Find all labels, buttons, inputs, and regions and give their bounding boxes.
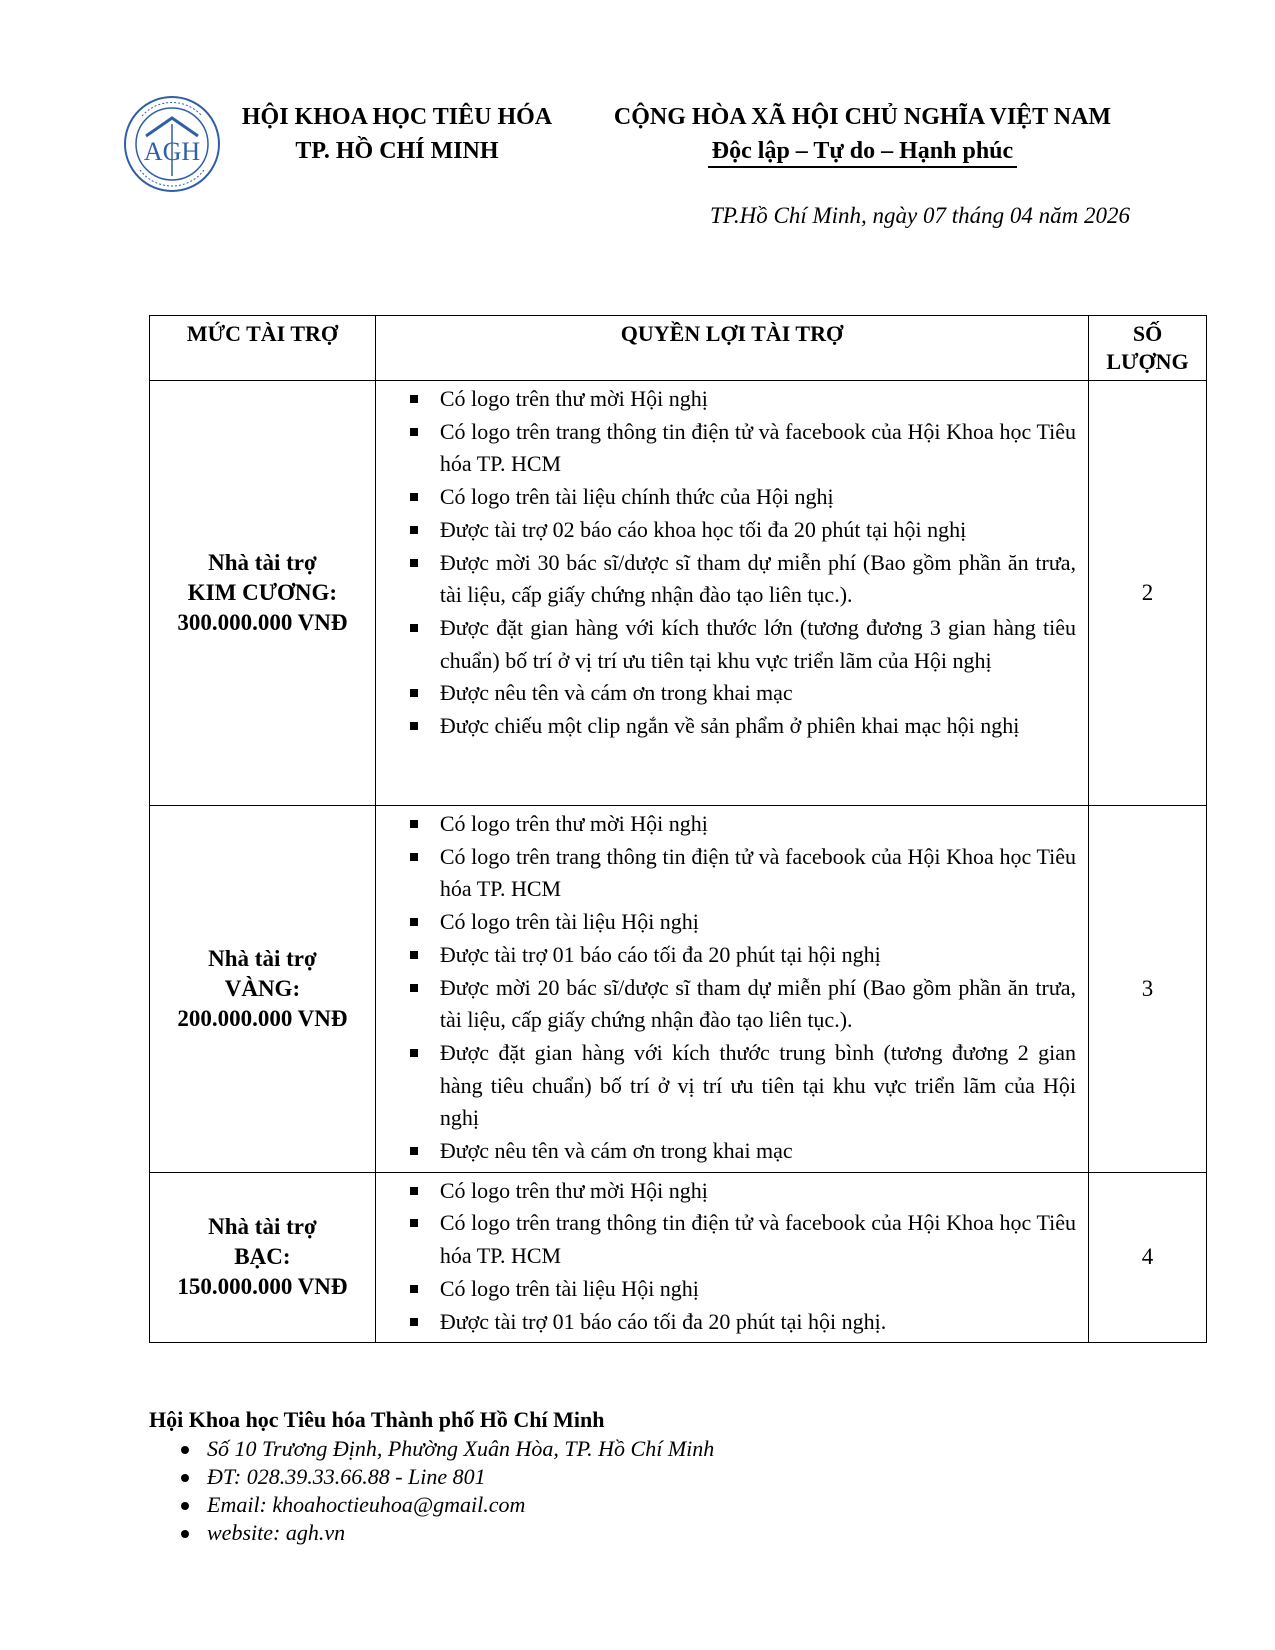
square-bullet-icon <box>410 722 418 730</box>
sponsor-benefits <box>375 381 1088 806</box>
benefit-text: Được nêu tên và cám ơn trong khai mạc <box>439 680 793 706</box>
benefit-text: Được đặt gian hàng với kích thước lớn (tương đương 3 gian hàng tiêu chuẩn) bố trí ở vị trí ưu tiên tại khu vực triển lãm của Hội nghị <box>439 614 1077 673</box>
square-bullet-icon <box>410 493 418 501</box>
benefit-item <box>382 1175 1076 1208</box>
table-row <box>150 381 1207 806</box>
date-line: TP.Hồ Chí Minh, ngày 07 tháng 04 năm 2026 <box>710 203 1130 228</box>
benefit-text: Có logo trên tài liệu Hội nghị <box>439 909 699 935</box>
sponsor-level-name: KIM CƯƠNG: <box>187 580 338 605</box>
sponsor-quantity: 4 <box>1089 1172 1207 1343</box>
sponsorship-table <box>149 315 1207 1343</box>
sponsor-level-name: VÀNG: <box>224 975 301 1001</box>
contact-text: ĐT: 028.39.33.66.88 - Line 801 <box>207 1464 486 1489</box>
sponsor-quantity: 2 <box>1089 381 1207 806</box>
benefit-item <box>382 1273 1076 1306</box>
contact-item <box>149 1519 714 1547</box>
benefit-text: Được chiếu một clip ngắn về sản phẩm ở phiên khai mạc hội nghị <box>439 713 1020 739</box>
sponsor-benefits <box>375 1172 1088 1343</box>
benefit-text: Có logo trên tài liệu chính thức của Hội nghị <box>439 484 834 510</box>
sponsor-quantity: 3 <box>1089 806 1207 1173</box>
benefit-item <box>382 939 1076 972</box>
contact-item <box>149 1491 714 1519</box>
nation-header <box>590 100 1135 168</box>
svg-text:AGH: AGH <box>143 137 201 166</box>
benefit-text: Được mời 30 bác sĩ/dược sĩ tham dự miễn phí (Bao gồm phần ăn trưa, tài liệu, cấp giấy chứng nhận đào tạo liên tục.). <box>439 549 1077 608</box>
sponsor-level-amount: 200.000.000 VNĐ <box>177 1005 348 1031</box>
square-bullet-icon <box>410 689 418 697</box>
round-bullet-icon <box>181 1530 189 1538</box>
round-bullet-icon <box>181 1446 189 1454</box>
benefit-item <box>382 612 1076 677</box>
table-row <box>150 1172 1207 1343</box>
square-bullet-icon <box>410 853 418 861</box>
organization-header <box>232 100 562 168</box>
benefit-item <box>382 906 1076 939</box>
benefit-item <box>382 514 1076 547</box>
benefit-text: Có logo trên trang thông tin điện tử và facebook của Hội Khoa học Tiêu hóa TP. HCM <box>439 843 1077 902</box>
sponsor-level <box>150 1172 376 1343</box>
sponsor-level-name: BẠC: <box>234 1244 291 1270</box>
contact-item <box>149 1435 714 1463</box>
round-bullet-icon <box>181 1502 189 1510</box>
national-motto: Độc lập – Tự do – Hạnh phúc <box>708 136 1017 168</box>
table-header-row <box>150 316 1207 381</box>
square-bullet-icon <box>410 1049 418 1057</box>
benefit-item <box>382 1306 1076 1339</box>
benefit-text: Có logo trên thư mời Hội nghị <box>439 386 708 411</box>
header-level: MỨC TÀI TRỢ <box>150 316 376 381</box>
square-bullet-icon <box>410 559 418 567</box>
square-bullet-icon <box>410 428 418 436</box>
org-name: HỘI KHOA HỌC TIÊU HÓA <box>241 104 553 130</box>
sponsor-level-title: Nhà tài trợ <box>208 1214 317 1240</box>
benefit-text: Được nêu tên và cám ơn trong khai mạc <box>439 1138 793 1164</box>
square-bullet-icon <box>410 624 418 632</box>
square-bullet-icon <box>410 984 418 992</box>
sponsor-level <box>150 381 376 806</box>
benefit-item <box>382 710 1076 743</box>
benefit-item <box>382 841 1076 906</box>
org-city: TP. HỒ CHÍ MINH <box>295 138 499 164</box>
header-benefits: QUYỀN LỢI TÀI TRỢ <box>375 316 1088 381</box>
sponsor-level-title: Nhà tài trợ <box>208 550 317 575</box>
benefit-item <box>382 547 1076 612</box>
benefit-text: Có logo trên thư mời Hội nghị <box>439 1177 708 1203</box>
benefit-text: Có logo trên tài liệu Hội nghị <box>439 1275 699 1301</box>
benefit-text: Được tài trợ 02 báo cáo khoa học tối đa 20 phút tại hội nghị <box>439 516 967 542</box>
square-bullet-icon <box>410 1187 418 1195</box>
table-row <box>150 806 1207 1173</box>
contact-text: Email: khoahoctieuhoa@gmail.com <box>207 1492 526 1517</box>
sponsor-level-title: Nhà tài trợ <box>208 945 317 971</box>
footer-title: Hội Khoa học Tiêu hóa Thành phố Hồ Chí Minh <box>149 1407 605 1432</box>
square-bullet-icon <box>410 1318 418 1326</box>
agh-logo <box>122 94 222 194</box>
benefit-item <box>382 481 1076 514</box>
square-bullet-icon <box>410 951 418 959</box>
square-bullet-icon <box>410 1219 418 1227</box>
sponsor-level-amount: 150.000.000 VNĐ <box>177 1274 348 1300</box>
benefit-item <box>382 416 1076 481</box>
sponsor-benefits <box>375 806 1088 1173</box>
benefit-text: Có logo trên thư mời Hội nghị <box>439 811 708 836</box>
benefit-text: Có logo trên trang thông tin điện tử và facebook của Hội Khoa học Tiêu hóa TP. HCM <box>439 1210 1077 1269</box>
benefit-item <box>382 972 1076 1037</box>
sponsor-level <box>150 806 376 1173</box>
benefit-item <box>382 1207 1076 1272</box>
contact-text: website: agh.vn <box>207 1520 346 1545</box>
nation-title: CỘNG HÒA XÃ HỘI CHỦ NGHĨA VIỆT NAM <box>613 104 1112 130</box>
contact-text: Số 10 Trương Định, Phường Xuân Hòa, TP. Hồ Chí Minh <box>207 1436 715 1461</box>
sponsor-level-amount: 300.000.000 VNĐ <box>177 610 348 635</box>
square-bullet-icon <box>410 526 418 534</box>
round-bullet-icon <box>181 1474 189 1482</box>
header-quantity: SỐ LƯỢNG <box>1089 316 1207 381</box>
benefit-item <box>382 1135 1076 1168</box>
benefit-text: Được đặt gian hàng với kích thước trung bình (tương đương 2 gian hàng tiêu chuẩn) bố trí ở vị trí ưu tiên tại khu vực triển lãm của Hội nghị <box>439 1039 1077 1131</box>
benefit-text: Được tài trợ 01 báo cáo tối đa 20 phút tại hội nghị <box>439 941 881 967</box>
benefit-text: Có logo trên trang thông tin điện tử và facebook của Hội Khoa học Tiêu hóa TP. HCM <box>439 418 1077 477</box>
benefit-item <box>382 383 1076 416</box>
contact-list <box>149 1435 714 1547</box>
benefit-text: Được tài trợ 01 báo cáo tối đa 20 phút tại hội nghị. <box>439 1308 887 1334</box>
square-bullet-icon <box>410 1147 418 1155</box>
benefit-item <box>382 1037 1076 1135</box>
contact-item <box>149 1463 714 1491</box>
benefit-text: Được mời 20 bác sĩ/dược sĩ tham dự miễn phí (Bao gồm phần ăn trưa, tài liệu, cấp giấy chứng nhận đào tạo liên tục.). <box>439 974 1077 1033</box>
square-bullet-icon <box>410 820 418 828</box>
benefit-item <box>382 677 1076 710</box>
square-bullet-icon <box>410 1285 418 1293</box>
benefit-item <box>382 808 1076 841</box>
square-bullet-icon <box>410 918 418 926</box>
square-bullet-icon <box>410 395 418 403</box>
